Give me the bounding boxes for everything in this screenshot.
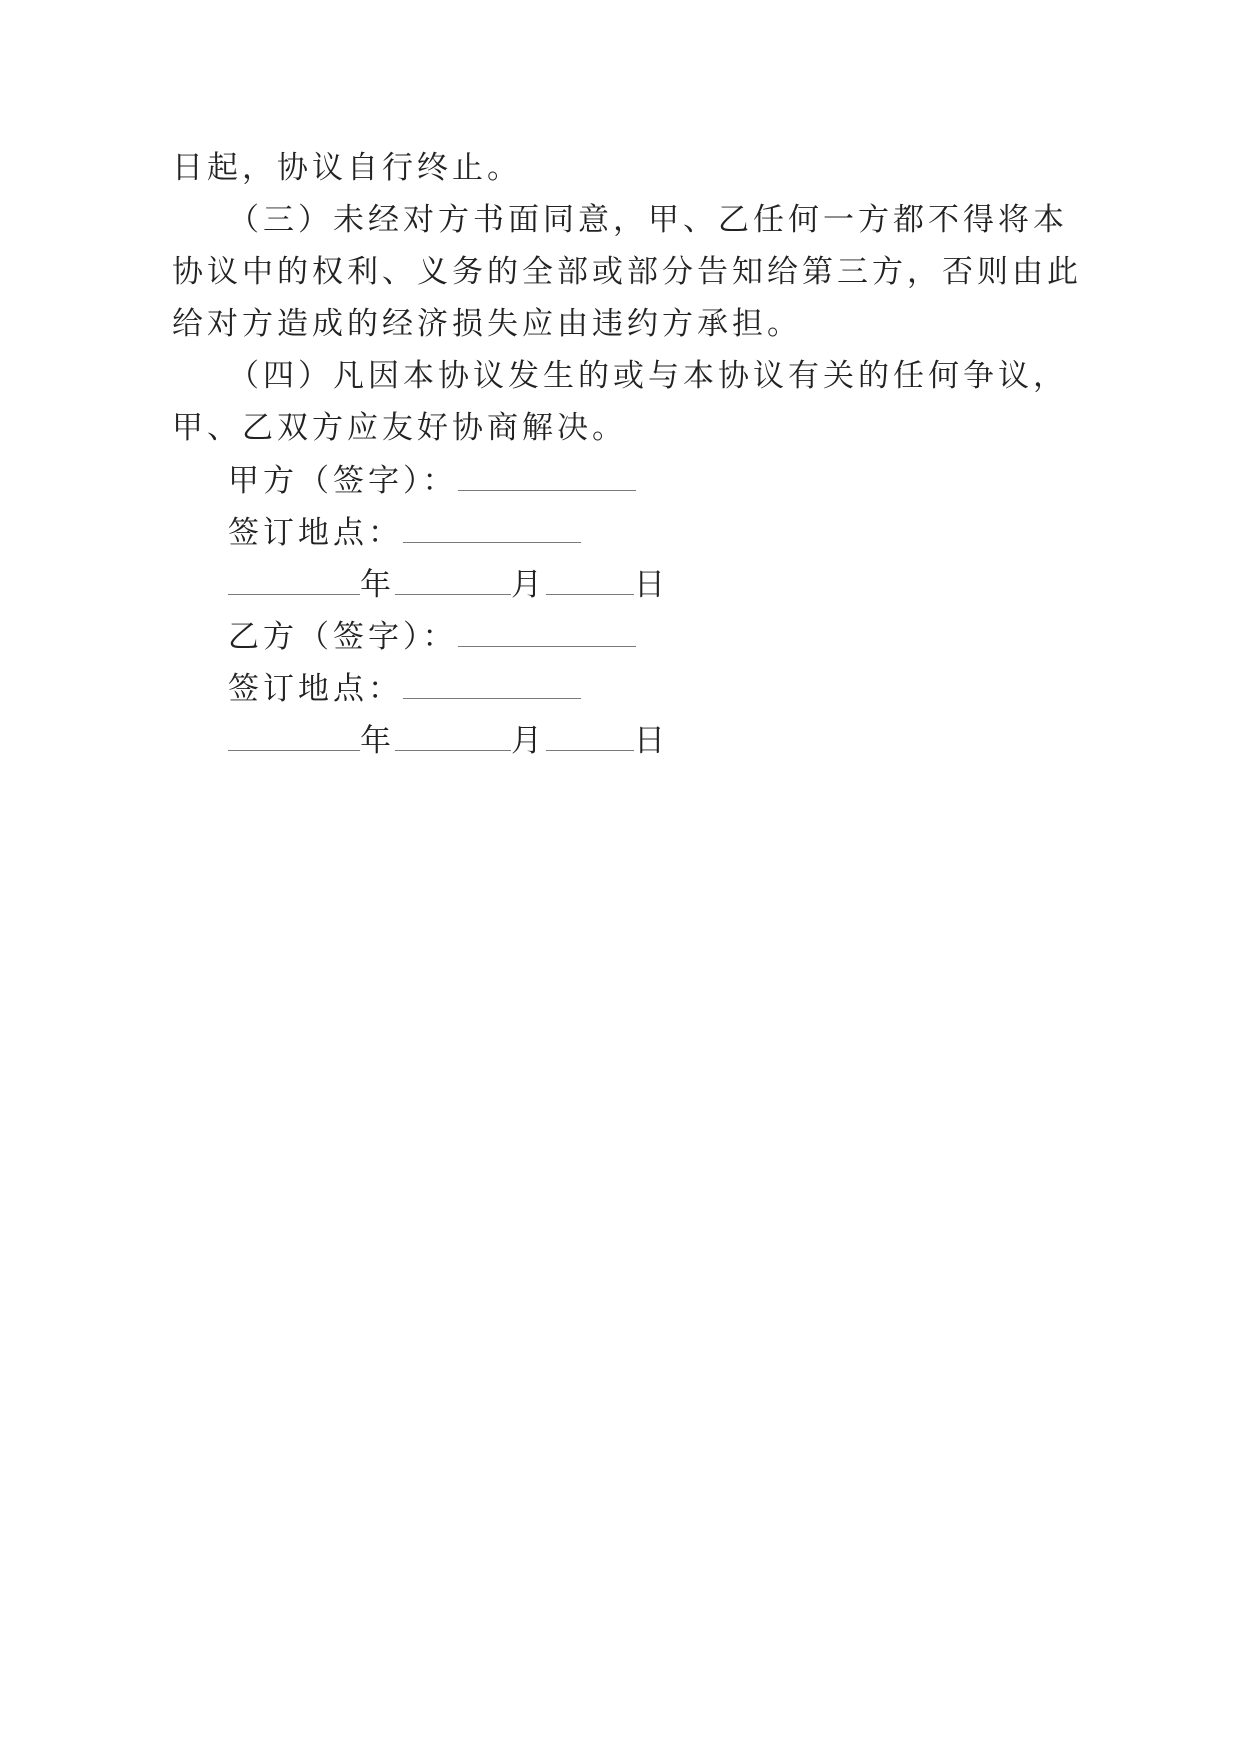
party-a-signature-label: 甲方（签字）： <box>228 463 458 499</box>
party-b-place-blank <box>403 668 581 699</box>
party-a-month-blank <box>395 564 511 595</box>
party-a-signature-row <box>228 460 636 501</box>
party-a-year-label: 年 <box>360 567 395 603</box>
party-b-year-blank <box>228 720 360 751</box>
party-a-place-blank <box>403 512 581 543</box>
paragraph-3-line-2: 协议中的权利、义务的全部或部分告知给第三方，否则由此 <box>172 254 1082 290</box>
party-b-year-label: 年 <box>360 723 395 759</box>
paragraph-3-line-3: 给对方造成的经济损失应由违约方承担。 <box>172 306 802 342</box>
party-b-date-row <box>228 720 669 761</box>
party-b-place-label: 签订地点： <box>228 671 403 707</box>
party-b-day-label: 日 <box>634 723 669 759</box>
party-a-day-label: 日 <box>634 567 669 603</box>
paragraph-4-line-2: 甲、乙双方应友好协商解决。 <box>172 410 627 446</box>
party-a-month-label: 月 <box>511 567 546 603</box>
paragraph-2-tail: 日起，协议自行终止。 <box>172 150 522 186</box>
paragraph-3-line-1: （三）未经对方书面同意，甲、乙任何一方都不得将本 <box>228 202 1068 238</box>
party-b-signature-row <box>228 616 636 657</box>
party-b-signature-label: 乙方（签字）： <box>228 619 458 655</box>
party-b-signature-blank <box>458 616 636 647</box>
party-b-month-label: 月 <box>511 723 546 759</box>
party-a-date-row <box>228 564 669 605</box>
party-b-day-blank <box>546 720 634 751</box>
party-b-month-blank <box>395 720 511 751</box>
party-a-year-blank <box>228 564 360 595</box>
party-a-place-row <box>228 512 581 553</box>
party-a-signature-blank <box>458 460 636 491</box>
paragraph-4-line-1: （四）凡因本协议发生的或与本协议有关的任何争议， <box>228 358 1068 394</box>
party-a-place-label: 签订地点： <box>228 515 403 551</box>
party-a-day-blank <box>546 564 634 595</box>
party-b-place-row <box>228 668 581 709</box>
